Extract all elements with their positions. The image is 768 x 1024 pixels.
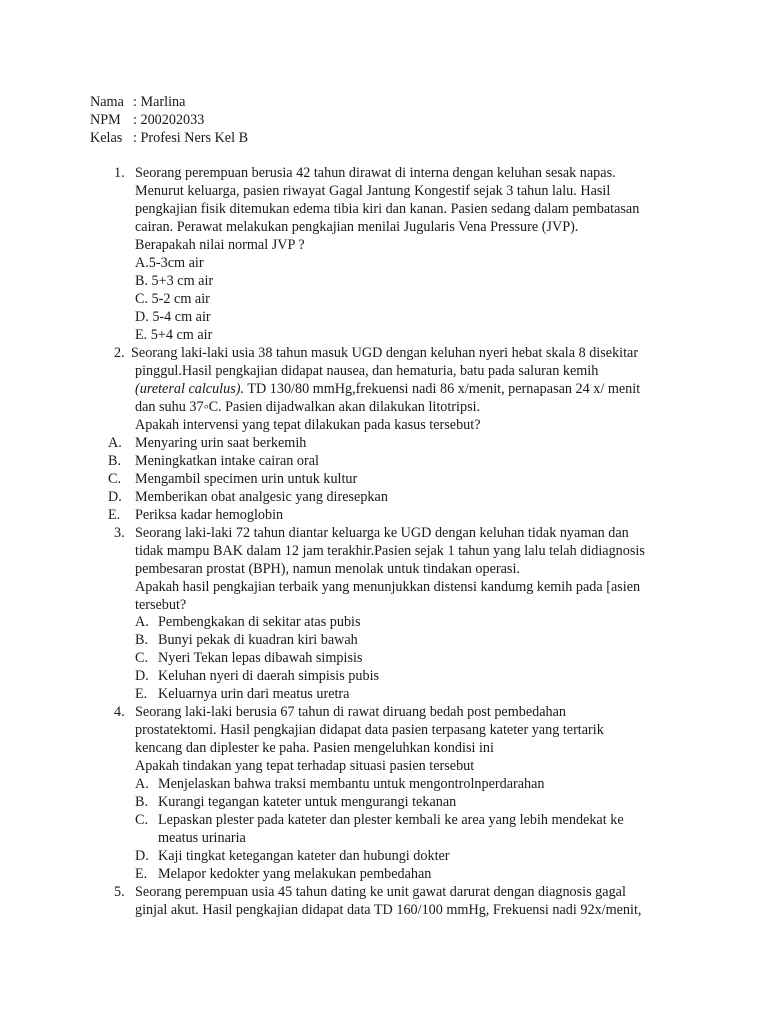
answer-option-a: Menyaring urin saat berkemih: [135, 435, 307, 451]
question-prompt: Apakah hasil pengkajian terbaik yang menunjukkan distensi kandumg kemih pada [asien: [135, 579, 641, 595]
nama-value: : Marlina: [133, 94, 186, 110]
question-prompt: tersebut?: [135, 597, 187, 613]
answer-option-d: Keluhan nyeri di daerah simpisis pubis: [158, 668, 380, 684]
answer-option-c: C. 5-2 cm air: [135, 291, 210, 307]
option-letter: C.: [135, 812, 149, 828]
question-number: 4.: [114, 704, 125, 720]
question-text-line: pembesaran prostat (BPH), namun menolak untuk tindakan operasi.: [135, 561, 520, 577]
answer-option-e: Keluarnya urin dari meatus uretra: [158, 686, 350, 702]
italic-term: (ureteral calculus).: [135, 381, 245, 397]
answer-option-c: Mengambil specimen urin untuk kultur: [135, 471, 358, 487]
npm-value: : 200202033: [133, 112, 205, 128]
question-number: 3.: [114, 525, 125, 541]
kelas-value: : Profesi Ners Kel B: [133, 130, 249, 146]
option-letter: A.: [135, 614, 149, 630]
question-number: 2.: [114, 345, 125, 361]
question-text-line: Seorang laki-laki usia 38 tahun masuk UGD dengan keluhan nyeri hebat skala 8 disekitar: [131, 345, 639, 361]
answer-option-d: Memberikan obat analgesic yang diresepkan: [135, 489, 388, 505]
answer-option-b: Kurangi tegangan kateter untuk mengurangi tekanan: [158, 794, 457, 810]
option-letter: D.: [135, 668, 149, 684]
answer-option-b: Meningkatkan intake cairan oral: [135, 453, 319, 469]
answer-option-c: Lepaskan plester pada kateter dan plester kembali ke area yang lebih mendekat ke: [158, 812, 624, 828]
option-letter: E.: [108, 507, 121, 523]
question-text-line: Seorang laki-laki berusia 67 tahun di rawat diruang bedah post pembedahan: [135, 704, 567, 720]
option-letter: B.: [108, 453, 122, 469]
question-text-line: Menurut keluarga, pasien riwayat Gagal Jantung Kongestif sejak 3 tahun lalu. Hasil: [135, 183, 611, 199]
question-text-line: cairan. Perawat melakukan pengkajian menilai Jugularis Vena Pressure (JVP).: [135, 219, 579, 235]
question-prompt: Berapakah nilai normal JVP ?: [135, 237, 305, 253]
question-text-line: ginjal akut. Hasil pengkajian didapat data TD 160/100 mmHg, Frekuensi nadi 92x/menit,: [135, 902, 642, 918]
option-letter: E.: [135, 866, 148, 882]
answer-option-e: Periksa kadar hemoglobin: [135, 507, 284, 523]
option-letter: E.: [135, 686, 148, 702]
option-letter: D.: [135, 848, 149, 864]
answer-option-a: Menjelaskan bahwa traksi membantu untuk mengontrolnperdarahan: [158, 776, 545, 792]
question-text-line: Seorang laki-laki 72 tahun diantar keluarga ke UGD dengan keluhan tidak nyaman dan: [135, 525, 629, 541]
question-text-line: prostatektomi. Hasil pengkajian didapat data pasien terpasang kateter yang tertarik: [135, 722, 604, 738]
question-text-line: dan suhu 37◦C. Pasien dijadwalkan akan dilakukan litotripsi.: [135, 399, 481, 415]
answer-option-b: B. 5+3 cm air: [135, 273, 214, 289]
question-prompt: Apakah tindakan yang tepat terhadap situasi pasien tersebut: [135, 758, 475, 774]
option-letter: C.: [135, 650, 149, 666]
answer-option-e: E. 5+4 cm air: [135, 327, 213, 343]
option-letter: A.: [135, 776, 149, 792]
nama-label: Nama: [90, 94, 124, 110]
question-text-line: (ureteral calculus). TD 130/80 mmHg,frekuensi nadi 86 x/menit, pernapasan 24 x/ menit: [135, 381, 641, 397]
question-number: 5.: [114, 884, 125, 900]
answer-option-c-continued: meatus urinaria: [158, 830, 246, 846]
answer-option-c: Nyeri Tekan lepas dibawah simpisis: [158, 650, 363, 666]
question-text-line: pinggul.Hasil pengkajian didapat nausea, dan hematuria, batu pada saluran kemih: [135, 363, 599, 379]
answer-option-e: Melapor kedokter yang melakukan pembedahan: [158, 866, 432, 882]
question-number: 1.: [114, 165, 125, 181]
answer-option-a: Pembengkakan di sekitar atas pubis: [158, 614, 361, 630]
option-letter: B.: [135, 632, 149, 648]
option-letter: B.: [135, 794, 149, 810]
question-text-line: Seorang perempuan usia 45 tahun dating ke unit gawat darurat dengan diagnosis gagal: [135, 884, 626, 900]
answer-option-a: A.5-3cm air: [135, 255, 204, 271]
answer-option-d: Kaji tingkat ketegangan kateter dan hubungi dokter: [158, 848, 450, 864]
question-text-line: tidak mampu BAK dalam 12 jam terakhir.Pasien sejak 1 tahun yang lalu telah didiagnosis: [135, 543, 645, 559]
question-text-line: pengkajian fisik ditemukan edema tibia kiri dan kanan. Pasien sedang dalam pembatasan: [135, 201, 640, 217]
kelas-label: Kelas: [90, 130, 123, 146]
answer-option-d: D. 5-4 cm air: [135, 309, 211, 325]
option-letter: A.: [108, 435, 122, 451]
question-text-line: Seorang perempuan berusia 42 tahun dirawat di interna dengan keluhan sesak napas.: [135, 165, 616, 181]
question-prompt: Apakah intervensi yang tepat dilakukan pada kasus tersebut?: [135, 417, 481, 433]
option-letter: C.: [108, 471, 122, 487]
answer-option-b: Bunyi pekak di kuadran kiri bawah: [158, 632, 358, 648]
npm-label: NPM: [90, 112, 121, 128]
question-text-line: kencang dan diplester ke paha. Pasien mengeluhkan kondisi ini: [135, 740, 494, 756]
option-letter: D.: [108, 489, 122, 505]
